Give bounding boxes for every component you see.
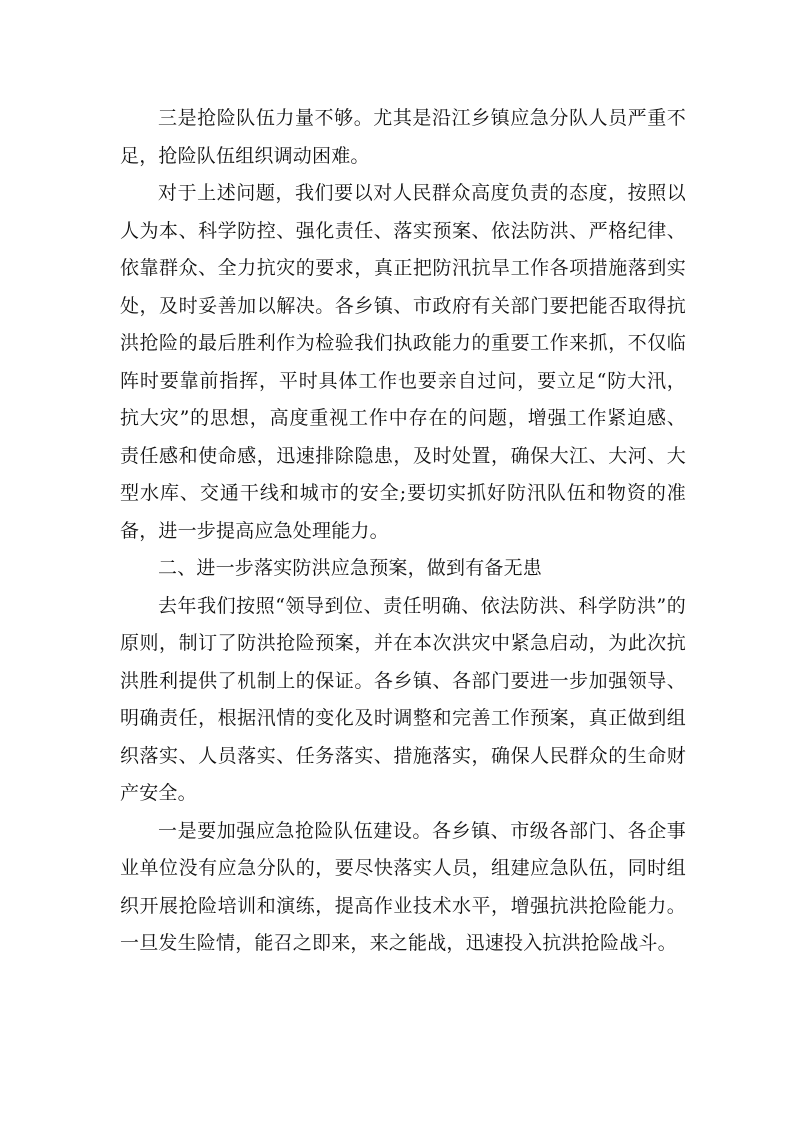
paragraph-problem-response: 对于上述问题，我们要以对人民群众高度负责的态度，按照以人为本、科学防控、强化责任、落实预案、依法防洪、严格纪律、依靠群众、全力抗灾的要求，真正把防汛抗旱工作各项措施落到实处，及时妥善加以解决。各乡镇、市政府有关部门要把能否取得抗洪抢险的最后胜利作为检验我们执政能力的重要工作来抓，不仅临阵时要靠前指挥，平时具体工作也要亲自过问，要立足“防大汛，抗大灾”的思想，高度重视工作中存在的问题，增强工作紧迫感、责任感和使命感，迅速排除隐患，及时处置，确保大江、大河、大型水库、交通干线和城市的安全;要切实抓好防汛队伍和物资的准备，进一步提高应急处理能力。	[120, 182, 686, 542]
section-heading-emergency-plan: 二、进一步落实防洪应急预案，做到有备无患	[158, 557, 543, 579]
paragraph-rescue-team-building: 一是要加强应急抢险队伍建设。各乡镇、市级各部门、各企事业单位没有应急分队的，要尽快落实人员，组建应急队伍，同时组织开展抢险培训和演练，提高作业技术水平，增强抗洪抢险能力。一旦发生险情，能召之即来，来之能战，迅速投入抗洪抢险战斗。	[120, 819, 686, 954]
paragraph-emergency-plan: 去年我们按照“领导到位、责任明确、依法防洪、科学防洪”的原则，制订了防洪抢险预案，并在本次洪灾中紧急启动，为此次抗洪胜利提供了机制上的保证。各乡镇、各部门要进一步加强领导、明确责任，根据汛情的变化及时调整和完善工作预案，真正做到组织落实、人员落实、任务落实、措施落实，确保人民群众的生命财产安全。	[120, 594, 686, 804]
document-body	[120, 100, 686, 963]
paragraph-rescue-team-shortage: 三是抢险队伍力量不够。尤其是沿江乡镇应急分队人员严重不足，抢险队伍组织调动困难。	[120, 107, 686, 167]
